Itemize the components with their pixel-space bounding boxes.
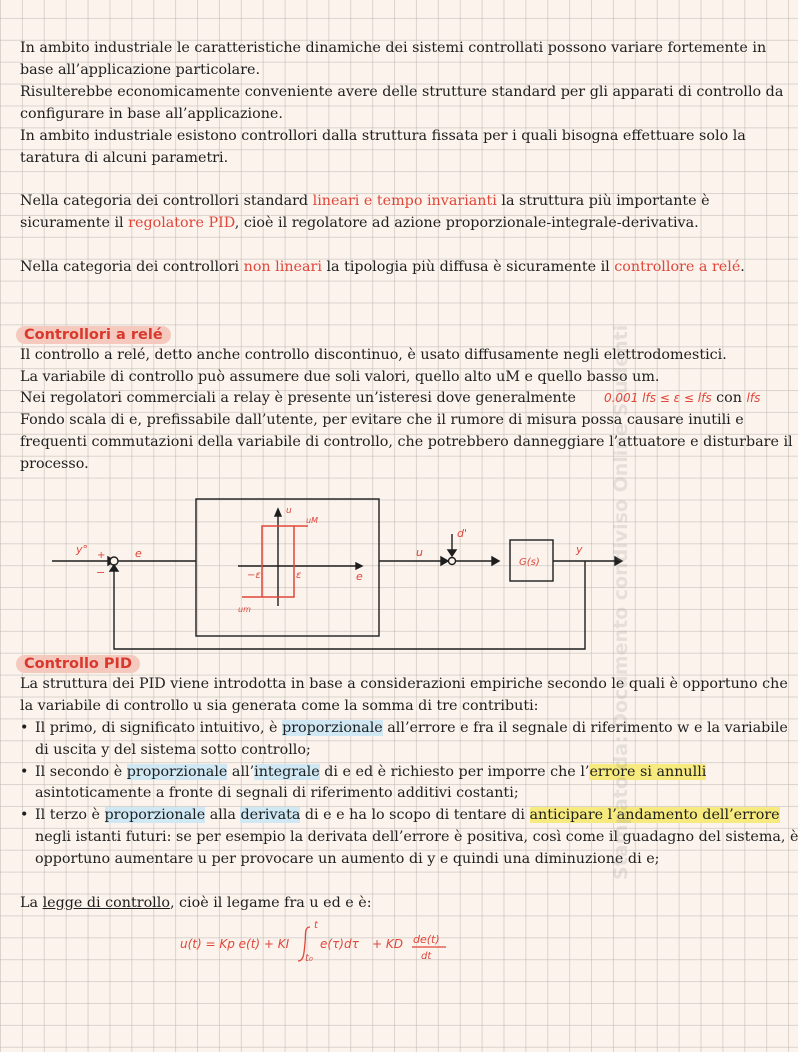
e-axis-label: e xyxy=(356,570,363,584)
intro-line-2: base all’applicazione particolare. xyxy=(20,61,261,78)
relay-block xyxy=(196,499,379,636)
disturbance-node xyxy=(449,558,456,565)
standard-line-2: sicuramente il regolatore PID, cioè il regolatore ad azione proporzionale-integrale-derivativa. xyxy=(20,215,699,232)
intro-line-5: In ambito industriale esistono controllori dalla struttura fissata per i quali bisogna effettuare solo la xyxy=(20,127,746,144)
intro-line-4: configurare in base all’applicazione. xyxy=(20,105,283,122)
section-heading-pid: Controllo PID xyxy=(16,655,140,673)
rele-line-5: frequenti commutazioni della variabile di controllo, che potrebbero danneggiare l’attuatore e disturbare il xyxy=(20,434,793,451)
relay-controller-highlight: controllore a relé xyxy=(614,259,741,276)
um-label: um xyxy=(238,605,251,615)
output-label: y xyxy=(576,543,583,557)
minus-sign: − xyxy=(96,566,106,580)
intro-line-6: taratura di alcuni parametri. xyxy=(20,149,229,166)
control-law-underline: legge di controllo xyxy=(42,894,170,911)
rele-line-1: Il controllo a relé, detto anche controllo discontinuo, è usato diffusamente negli elettrodomestici. xyxy=(20,346,727,363)
pid-line-1: La struttura dei PID viene introdotta in base a considerazioni empiriche secondo le quali è opportuno che xyxy=(20,675,788,692)
disturbance-label: d' xyxy=(457,527,468,541)
hysteresis-handwritten: 0.001 lfs ≤ ε ≤ lfs xyxy=(603,391,712,406)
control-law-line: La legge di controllo, cioè il legame fra u ed e è: xyxy=(20,894,372,911)
standard-line-1: Nella categoria dei controllori standard lineari e tempo invarianti la struttura più importante è xyxy=(20,193,710,210)
list-item: • Il primo, di significato intuitivo, è proporzionale all’errore e fra il segnale di riferimento w e la variabile di uscita y del sistema sotto controllo; xyxy=(20,718,725,762)
eps-label: ε xyxy=(296,570,302,582)
watermark: Stampato da: Documento condiviso Online Studenti xyxy=(610,324,632,880)
intro-line-1: In ambito industriale le caratteristiche dinamiche dei sistemi controllati possono variare fortemente in xyxy=(20,40,767,56)
formula-lhs: u(t) = Kp e(t) + KI xyxy=(180,936,290,951)
neg-eps-label: −ε xyxy=(247,570,261,582)
nonlinear-highlight: non lineari xyxy=(243,259,322,276)
lfs-handwritten: lfs xyxy=(746,391,761,406)
rele-line-3: Nei regolatori commerciali a relay è presente un’isteresi dove generalmente 0.001 lfs ≤ ε ≤ lfs con lfs xyxy=(20,390,761,407)
rele-line-4: Fondo scala di e, prefissabile dall’utente, per evitare che il rumore di misura possa causare inutili e xyxy=(20,412,744,429)
hysteresis-loop xyxy=(242,526,308,597)
integral-upper: t xyxy=(314,919,318,931)
derivative-gain: + KD xyxy=(372,936,403,951)
nonlinear-line: Nella categoria dei controllori non lineari la tipologia più diffusa è sicuramente il controllore a relé. xyxy=(20,259,745,276)
linear-time-invariant-highlight: lineari e tempo invarianti xyxy=(312,193,497,210)
list-item: • Il terzo è proporzionale alla derivata di e e ha lo scopo di tentare di anticipare l’andamento dell’errore negli istanti futuri: se per esempio la derivata dell’errore è positiva, così come il guadagno del sistema, è opportuno aumentare u per provocare un aumento di y e quindi una diminuzione di e; xyxy=(20,805,725,871)
rele-line-2: La variabile di controllo può assumere due soli valori, quello alto uM e quello basso um. xyxy=(20,368,660,385)
reference-label: y° xyxy=(76,543,89,557)
plant-label: G(s) xyxy=(519,557,540,569)
uM-label: uM xyxy=(306,516,318,526)
list-item: • Il secondo è proporzionale all’integrale di e ed è richiesto per imporre che l’errore si annulli asintoticamente a fronte di segnali di riferimento additivi costanti; xyxy=(20,762,725,806)
derivative-denominator: dt xyxy=(421,950,432,962)
pid-formula xyxy=(20,915,725,979)
integral-lower: t₀ xyxy=(305,952,313,964)
section-heading-rele: Controllori a relé xyxy=(16,326,171,344)
derivative-numerator: de(t) xyxy=(413,932,440,946)
control-label: u xyxy=(416,546,423,560)
pid-line-2: la variabile di controllo u sia generata come la somma di tre contributi: xyxy=(20,697,539,714)
intro-line-3: Risulterebbe economicamente conveniente avere delle strutture standard per gli apparati di controllo da xyxy=(20,83,784,100)
rele-line-6: processo. xyxy=(20,456,89,473)
plus-sign: + xyxy=(97,550,106,562)
u-axis-label: u xyxy=(286,506,292,517)
integrand: e(τ)dτ xyxy=(320,936,359,951)
pid-regulator-highlight: regolatore PID xyxy=(128,215,235,232)
error-label: e xyxy=(135,547,142,561)
